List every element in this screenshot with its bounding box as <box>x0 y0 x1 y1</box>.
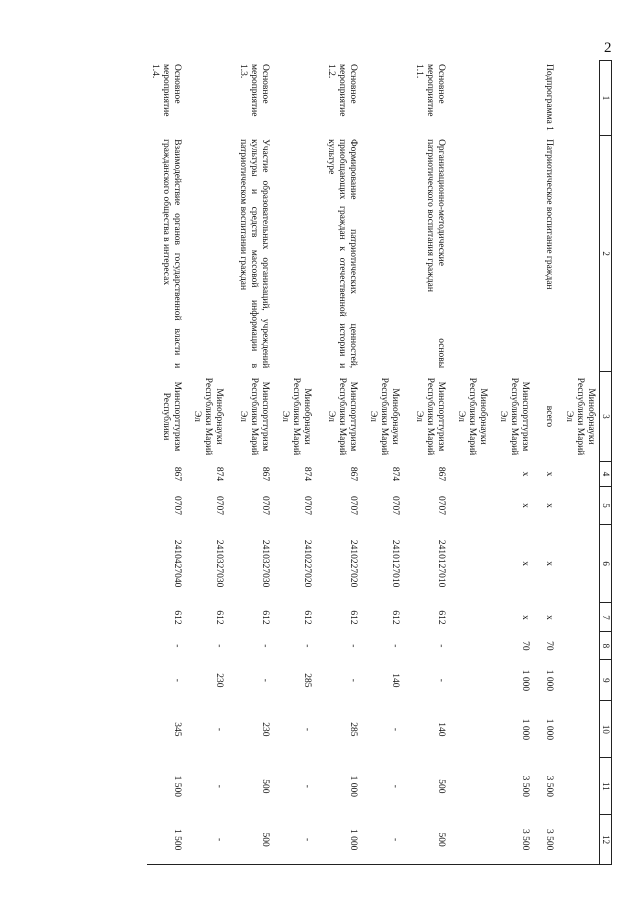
table-cell: 874 <box>214 466 225 482</box>
table-cell: - <box>436 678 447 682</box>
table-cell: 230 <box>260 722 271 737</box>
table-cell: 285 <box>348 722 359 737</box>
table-cell <box>450 61 492 136</box>
table-cell <box>450 758 492 815</box>
table-row <box>274 61 316 865</box>
table-cell <box>362 61 404 136</box>
column-header: 1 <box>600 61 612 136</box>
column-number-row <box>600 61 612 865</box>
table-cell: 612 <box>260 610 271 625</box>
table-cell <box>186 61 228 136</box>
table-cell: 500 <box>260 832 271 847</box>
column-header: 4 <box>600 461 612 486</box>
table-cell: - <box>390 784 401 788</box>
table-cell <box>558 136 600 372</box>
table-cell: 1 500 <box>172 828 183 851</box>
column-header: 6 <box>600 524 612 603</box>
table-cell: 867 <box>260 466 271 482</box>
table-cell <box>558 461 600 486</box>
table-cell: 2410227020 <box>348 539 359 588</box>
table-cell: 0707 <box>260 495 271 515</box>
column-header: 3 <box>600 372 612 462</box>
table-cell: 612 <box>390 610 401 625</box>
table-cell: Основное мероприятие 1.4. <box>150 64 183 117</box>
table-row <box>450 61 492 865</box>
table-cell: x <box>520 615 531 620</box>
table-cell: 2410327030 <box>260 539 271 588</box>
table-cell <box>274 136 316 372</box>
table-cell <box>558 487 600 525</box>
table-cell: 345 <box>172 722 183 737</box>
table-cell: 2410227020 <box>302 539 313 588</box>
column-header: 7 <box>600 603 612 632</box>
table-cell <box>186 136 228 372</box>
table-cell <box>362 136 404 372</box>
table-cell: 612 <box>436 610 447 625</box>
table-cell: 874 <box>390 466 401 482</box>
table-cell <box>450 815 492 865</box>
table-cell: 874 <box>302 466 313 482</box>
table-cell: Подпрограмма 1 <box>544 64 555 131</box>
table-cell <box>450 660 492 701</box>
table-cell <box>558 660 600 701</box>
table-cell: - <box>172 644 183 648</box>
table-cell: x <box>544 615 555 620</box>
table-cell: 1 000 <box>520 718 531 741</box>
table-cell <box>558 61 600 136</box>
table-cell: 1 000 <box>544 669 555 692</box>
table-row <box>228 61 274 865</box>
table-cell: 1 500 <box>172 775 183 798</box>
table-cell <box>450 487 492 525</box>
table-cell <box>558 758 600 815</box>
table-cell: 3 500 <box>520 775 531 798</box>
table-cell: Минобрнауки Республики Марий Эл <box>368 377 401 456</box>
table-cell <box>274 61 316 136</box>
column-header: 12 <box>600 815 612 865</box>
table-cell: - <box>390 644 401 648</box>
table-cell: - <box>302 727 313 731</box>
column-header: 10 <box>600 701 612 758</box>
column-header: 11 <box>600 758 612 815</box>
table-cell: Минспорттуризм Республики Марий Эл <box>498 377 531 456</box>
table-cell: 0707 <box>348 495 359 515</box>
table-cell <box>558 632 600 660</box>
table-cell: 1 000 <box>348 828 359 851</box>
table-cell: 2410427040 <box>172 539 183 588</box>
table-cell: - <box>436 644 447 648</box>
table-cell <box>450 461 492 486</box>
table-cell: 867 <box>172 466 183 482</box>
table-row <box>316 61 362 865</box>
table-cell: - <box>348 644 359 648</box>
table-cell: 140 <box>436 722 447 737</box>
table-cell <box>450 136 492 372</box>
table-cell: - <box>214 644 225 648</box>
table-row <box>534 61 558 865</box>
table-cell: 867 <box>436 466 447 482</box>
table-cell: 285 <box>302 673 313 688</box>
table-cell: 0707 <box>172 495 183 515</box>
table-cell: Минспорттуризм Республики Марий Эл <box>326 377 359 456</box>
table-cell: 0707 <box>302 495 313 515</box>
table-cell: Основное мероприятие 1.2. <box>326 64 359 117</box>
table-cell: - <box>214 727 225 731</box>
table-cell: Минобрнауки Республики Марий Эл <box>563 377 596 456</box>
table-cell: - <box>260 644 271 648</box>
column-header: 9 <box>600 660 612 701</box>
table-cell: - <box>214 838 225 842</box>
table-cell: 612 <box>172 610 183 625</box>
table-cell: - <box>390 838 401 842</box>
table-cell: x <box>520 561 531 566</box>
table-cell: - <box>302 644 313 648</box>
table-cell: Минспорттуризм Республики Марий Эл <box>414 377 447 456</box>
table-cell: 612 <box>348 610 359 625</box>
table-cell: Минспорттуризм Республики Марий Эл <box>238 377 271 456</box>
table-cell: 0707 <box>214 495 225 515</box>
table-cell: 0707 <box>390 495 401 515</box>
table-cell: всего <box>544 405 555 428</box>
table-cell: 500 <box>436 832 447 847</box>
table-row <box>492 61 534 865</box>
table-cell: Организационно-методические основы патриотического воспитания граждан <box>425 139 447 369</box>
table-cell: x <box>544 503 555 508</box>
table-cell <box>492 61 534 136</box>
table-cell: 612 <box>214 610 225 625</box>
table-cell: Участие образовательных организаций, учреждений культуры и средств массовой информации в патриотическом воспитании граждан <box>238 139 271 369</box>
table-cell: 2410127010 <box>390 539 401 588</box>
table-cell: 2410127010 <box>436 539 447 588</box>
table-cell: Основное мероприятие 1.3. <box>238 64 271 117</box>
column-header: 8 <box>600 632 612 660</box>
column-header: 2 <box>600 136 612 372</box>
table-cell <box>558 701 600 758</box>
table-cell: - <box>348 678 359 682</box>
table-cell <box>450 632 492 660</box>
table-cell <box>558 815 600 865</box>
table-cell: 867 <box>348 466 359 482</box>
table-cell: Основное мероприятие 1.1. <box>414 64 447 117</box>
table-row <box>148 61 186 865</box>
table-cell: 2410327030 <box>214 539 225 588</box>
table-cell: 3 500 <box>520 828 531 851</box>
table-cell: - <box>214 784 225 788</box>
table-cell: Минобрнауки Республики Марий Эл <box>192 377 225 456</box>
table-cell <box>492 136 534 372</box>
budget-table <box>148 60 613 865</box>
table-row <box>404 61 450 865</box>
table-cell: 1 000 <box>544 718 555 741</box>
table-cell: - <box>260 678 271 682</box>
table-cell: 70 <box>544 641 555 651</box>
table-row <box>362 61 404 865</box>
page-number: 2 <box>604 40 612 56</box>
table-cell <box>450 524 492 603</box>
table-cell: 500 <box>260 779 271 794</box>
table-cell: - <box>302 784 313 788</box>
table-cell: Минспорттуризм Республики <box>161 381 183 452</box>
table-cell: x <box>544 471 555 477</box>
table-row <box>186 61 228 865</box>
table-row <box>558 61 600 865</box>
table-cell: x <box>520 503 531 508</box>
table-cell <box>558 524 600 603</box>
table-cell: 1 000 <box>520 669 531 692</box>
table-cell: 0707 <box>436 495 447 515</box>
table-cell: - <box>390 727 401 731</box>
table-cell: 612 <box>302 610 313 625</box>
table-cell: Взаимодействие органов государственной власти и гражданского общества в интересах <box>161 139 183 369</box>
table-cell: x <box>520 471 531 477</box>
table-cell: 70 <box>520 641 531 651</box>
table-cell: 1 000 <box>348 775 359 798</box>
column-header: 5 <box>600 487 612 525</box>
table-cell: - <box>302 838 313 842</box>
table-cell: x <box>544 561 555 566</box>
rotated-table-container <box>106 60 612 865</box>
table-cell: 3 500 <box>544 828 555 851</box>
table-cell <box>450 701 492 758</box>
table-cell: Формирование патриотических ценностей, приобщающих граждан к отечественной истории и культуре <box>326 139 359 369</box>
table-cell: Минобрнауки Республики Марий Эл <box>456 377 489 456</box>
table-cell: 140 <box>390 673 401 688</box>
table-cell <box>558 603 600 632</box>
table-cell: Минобрнауки Республики Марий Эл <box>280 377 313 456</box>
table-cell: - <box>172 678 183 682</box>
table-cell: 3 500 <box>544 775 555 798</box>
table-cell: Патриотическое воспитание граждан <box>544 139 555 290</box>
table-cell: 230 <box>214 673 225 688</box>
table-cell <box>450 603 492 632</box>
table-cell: 500 <box>436 779 447 794</box>
